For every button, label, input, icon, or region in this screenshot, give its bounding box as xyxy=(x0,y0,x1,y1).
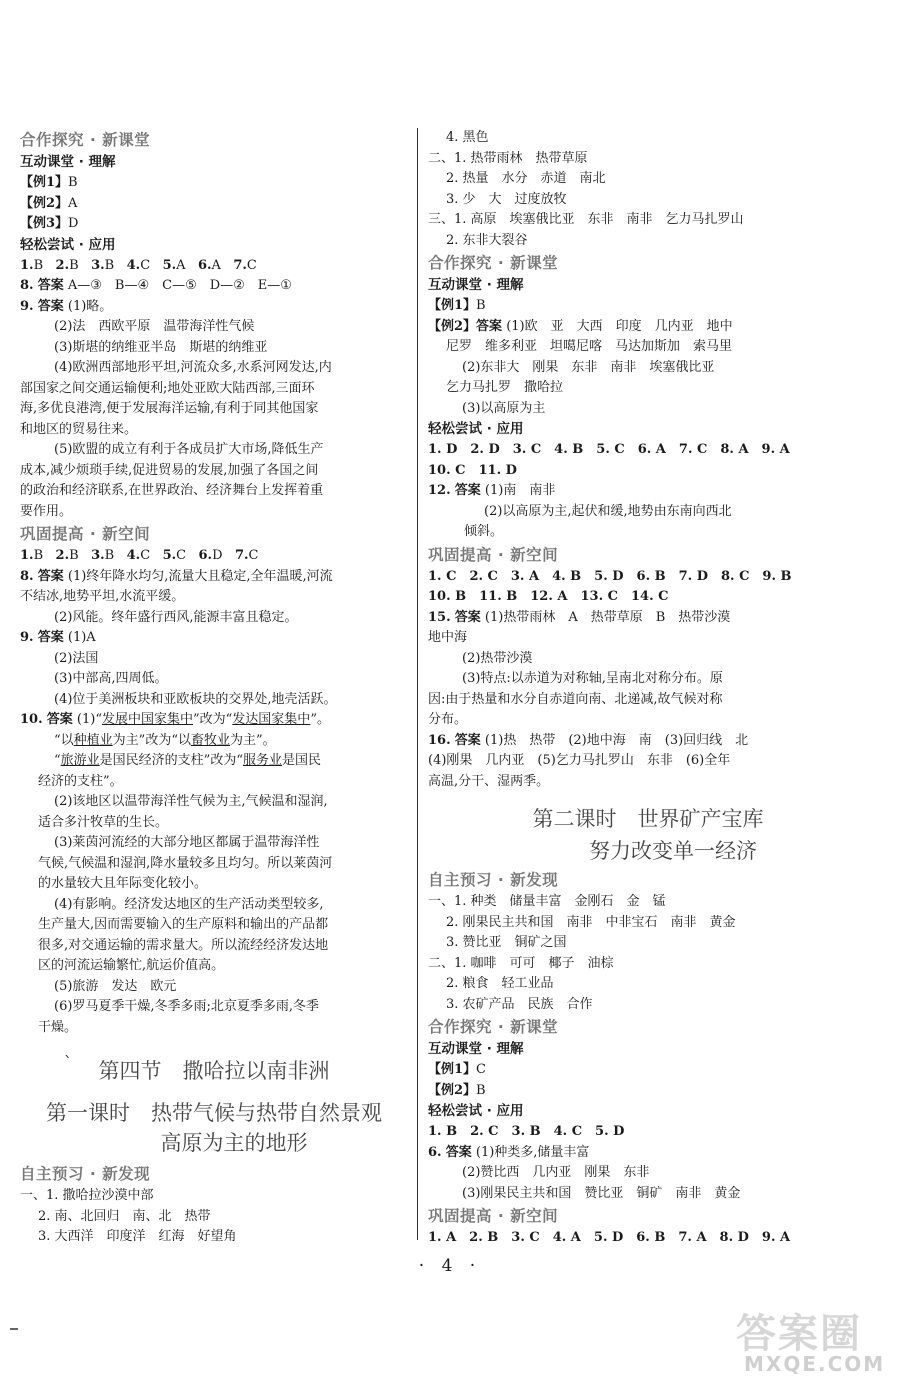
answer-line: (2)热带沙漠 xyxy=(462,650,533,666)
answer-line: 的政治和经济联系,在世界政治、经济舞台上发挥着重 xyxy=(20,483,324,498)
answer-line: 海,多优良港湾,便于发展海洋运输,有利于同其他国家 xyxy=(20,401,319,416)
answer-line: 部国家之间交通运输便利;地处亚欧大陆西部,三面环 xyxy=(20,380,315,396)
answer-line: 【例3】D xyxy=(20,216,79,231)
right-column xyxy=(428,128,828,1249)
chapter-title: ` 第四节 撒哈拉以南非洲 xyxy=(20,1054,408,1088)
answer-line: 12. 答案 (1)南 南非 xyxy=(428,483,556,498)
answer-line: 气候,气候温和湿润,降水量较多且均匀。所以莱茵河 xyxy=(38,855,333,871)
margin-mark xyxy=(10,1328,18,1330)
answer-line: 经济的支柱”。 xyxy=(38,773,123,789)
answer-line: (3)斯堪的纳维亚半岛 斯堪的纳维亚 xyxy=(54,339,268,355)
answer-line: 倾斜。 xyxy=(464,524,504,539)
answer-line: 2. 东非大裂谷 xyxy=(446,232,528,248)
answer-row: 1.B 2.B 3.B 4.C 5.C 6.D 7.C xyxy=(20,548,259,563)
answer-line: (2)赞比西 几内亚 刚果 东非 xyxy=(462,1165,650,1180)
answer-line: 一、1. 撒哈拉沙漠中部 xyxy=(20,1188,154,1203)
answer-line: 地中海 xyxy=(428,630,468,645)
lesson-title: 努力改变单一经济 xyxy=(589,839,757,863)
answer-row: 10. B 11. B 12. A 13. C 14. C xyxy=(428,589,669,604)
answer-line: 【例2】答案 (1)欧 亚 大西 印度 几内亚 地中 xyxy=(428,318,733,334)
answer-line: 8. 答案 (1)终年降水均匀,流量大且稳定,全年温暖,河流 xyxy=(20,568,333,584)
answer-line: “旅游业是国民经济的支柱”改为“服务业是国民 xyxy=(54,753,321,768)
answer-line: 2. 南、北回归 南、北 热带 xyxy=(38,1208,211,1224)
subsection-heading: 轻松尝试 · 应用 xyxy=(20,236,116,253)
answer-line: 适合多汁牧草的生长。 xyxy=(38,814,169,830)
answer-line: 3. 农矿产品 民族 合作 xyxy=(446,996,593,1012)
page-number: · 4 · xyxy=(418,1256,482,1276)
subsection-heading: 互动课堂 · 理解 xyxy=(428,277,524,293)
answer-line: 二、1. 咖啡 可可 椰子 油棕 xyxy=(428,955,614,971)
answer-line: 因:由于热量和水分自赤道向南、北递减,故气候对称 xyxy=(428,691,723,707)
subsection-heading: 互动课堂 · 理解 xyxy=(428,1041,524,1057)
answer-line: 乞力马扎罗 撒哈拉 xyxy=(446,380,564,395)
answer-line: 16. 答案 (1)热 热带 (2)地中海 南 (3)回归线 北 xyxy=(428,732,749,748)
answer-line: “以种植业为主”改为“以畜牧业为主”。 xyxy=(54,732,276,748)
answer-line: 2. 刚果民主共和国 南非 中非宝石 南非 黄金 xyxy=(446,914,736,930)
subsection-heading: 轻松尝试 · 应用 xyxy=(428,1103,524,1119)
column-divider xyxy=(417,128,418,1240)
answer-line: 【例1】C xyxy=(428,1062,486,1077)
answer-line: 生产量大,因而需要输入的生产原料和输出的产品都 xyxy=(38,917,329,932)
answer-line: 分布。 xyxy=(428,712,468,727)
answer-line: 二、1. 热带雨林 热带草原 xyxy=(428,150,588,166)
answer-row: 1. C 2. C 3. A 4. B 5. D 6. B 7. D 8. C 9. B xyxy=(428,568,792,584)
answer-line: 【例2】B xyxy=(428,1082,486,1098)
answer-line: (3)刚果民主共和国 赞比亚 铜矿 南非 黄金 xyxy=(462,1185,741,1201)
section-heading: 巩固提高 · 新空间 xyxy=(20,525,151,543)
answer-line: (2)风能。终年盛行西风,能源丰富且稳定。 xyxy=(54,609,298,625)
answer-line: (3)中部高,四周低。 xyxy=(54,671,168,686)
answer-line: 三、1. 高原 埃塞俄比亚 东非 南非 乞力马扎罗山 xyxy=(428,212,744,227)
answer-line: 要作用。 xyxy=(20,503,73,519)
answer-row: 1. A 2. B 3. C 4. A 5. D 6. B 7. A 8. D 9. A xyxy=(428,1230,791,1245)
watermark-text: 答案圈 xyxy=(736,1311,862,1357)
section-heading: 自主预习 · 新发现 xyxy=(20,1165,151,1183)
answer-line: 3. 大西洋 印度洋 红海 好望角 xyxy=(38,1229,237,1244)
answer-row: 1.B 2.B 3.B 4.C 5.A 6.A 7.C xyxy=(20,257,257,273)
answer-line: (3)莱茵河流经的大部分地区都属于温带海洋性 xyxy=(54,835,320,850)
subsection-heading: 互动课堂 · 理解 xyxy=(20,154,116,170)
section-heading: 合作探究 · 新课堂 xyxy=(428,1018,559,1036)
chapter-mark: ` xyxy=(64,1053,72,1072)
answer-line: (4)刚果 几内亚 (5)乞力马扎罗山 东非 (6)全年 xyxy=(428,753,731,768)
answer-line: (4)欧洲西部地形平坦,河流众多,水系河网发达,内 xyxy=(54,360,332,375)
answer-row: 1. B 2. C 3. B 4. C 5. D xyxy=(428,1124,625,1139)
answer-line: 8. 答案 A—③ B—④ C—⑤ D—② E—① xyxy=(20,278,292,293)
answer-line: 3. 少 大 过度放牧 xyxy=(446,191,567,207)
answer-line: 15. 答案 (1)热带雨林 A 热带草原 B 热带沙漠 xyxy=(428,609,731,625)
answer-line: 很多,对交通运输的需求量大。所以流经经济发达地 xyxy=(38,937,329,953)
section-heading: 巩固提高 · 新空间 xyxy=(428,545,559,564)
answer-line: 2. 粮食 轻工业品 xyxy=(446,976,554,991)
answer-line: (2)法国 xyxy=(54,650,99,666)
watermark-url: MXQE.COM xyxy=(744,1352,886,1376)
section-heading: 巩固提高 · 新空间 xyxy=(428,1207,559,1225)
answer-line: 成本,减少烦琐手续,促进贸易的发展,加强了各国之间 xyxy=(20,462,319,478)
answer-row: 10. C 11. D xyxy=(428,462,517,478)
answer-line: 和地区的贸易往来。 xyxy=(20,421,138,437)
answer-line: 2. 热量 水分 赤道 南北 xyxy=(446,171,606,186)
answer-line: 尼罗 维多利亚 坦噶尼喀 马达加斯加 索马里 xyxy=(446,339,733,354)
answer-line: (2)以高原为主,起伏和缓,地势由东南向西北 xyxy=(484,503,732,519)
section-heading: 合作探究 · 新课堂 xyxy=(20,131,151,149)
answer-line: 不结冰,地势平坦,水流平缓。 xyxy=(20,589,185,604)
answer-line: (6)罗马夏季干燥,冬季多雨;北京夏季多雨,冬季 xyxy=(54,999,320,1014)
answer-line: (3)以高原为主 xyxy=(462,400,546,416)
answer-line: (4)有影响。经济发达地区的生产活动类型较多, xyxy=(54,896,324,912)
answer-line: 4. 黑色 xyxy=(446,130,489,145)
answer-line: 干燥。 xyxy=(38,1019,78,1035)
lesson-title: 第一课时 热带气候与热带自然景观 xyxy=(46,1101,382,1125)
answer-line: 的水量较大且年际变化较小。 xyxy=(38,876,208,891)
lesson-title: 高原为主的地形 xyxy=(160,1131,308,1155)
lesson-title: 第二课时 世界矿产宝库 xyxy=(532,807,764,831)
subsection-heading: 轻松尝试 · 应用 xyxy=(428,421,524,437)
answer-line: 9. 答案 (1)略。 xyxy=(20,298,113,314)
answer-line: (2)东非大 刚果 东非 南非 埃塞俄比亚 xyxy=(462,359,715,375)
answer-line: 一、1. 种类 储量丰富 金刚石 金 锰 xyxy=(428,894,666,909)
left-column xyxy=(20,128,408,1248)
answer-line: (4)位于美洲板块和亚欧板块的交界处,地壳活跃。 xyxy=(54,691,337,707)
answer-line: (2)该地区以温带海洋性气候为主,气候温和湿润, xyxy=(54,794,328,809)
answer-line: 【例1】B xyxy=(428,298,486,313)
answer-line: 10. 答案 (1)“发展中国家集中”改为“发达国家集中”。 xyxy=(20,712,330,727)
section-heading: 自主预习 · 新发现 xyxy=(428,871,559,889)
answer-line: 高温,分干、湿两季。 xyxy=(428,773,550,789)
answer-line: (3)特点:以赤道为对称轴,呈南北对称分布。原 xyxy=(462,671,723,686)
answer-line: 【例1】B xyxy=(20,175,78,190)
answer-line: 6. 答案 (1)种类多,储量丰富 xyxy=(428,1144,590,1160)
answer-line: (2)法 西欧平原 温带海洋性气候 xyxy=(54,319,255,334)
answer-line: (5)欧盟的成立有利于各成员扩大市场,降低生产 xyxy=(54,442,324,457)
answer-line: 3. 赞比亚 铜矿之国 xyxy=(446,935,567,950)
answer-line: 【例2】A xyxy=(20,195,78,211)
watermark-logo xyxy=(730,1296,890,1382)
answer-row: 1. D 2. D 3. C 4. B 5. C 6. A 7. C 8. A 9. A xyxy=(428,442,790,457)
answer-line: 9. 答案 (1)A xyxy=(20,630,96,645)
answer-line: (5)旅游 发达 欧元 xyxy=(54,978,177,994)
answer-line: 区的河流运输繁忙,航运价值高。 xyxy=(38,958,225,973)
section-heading: 合作探究 · 新课堂 xyxy=(428,254,559,272)
